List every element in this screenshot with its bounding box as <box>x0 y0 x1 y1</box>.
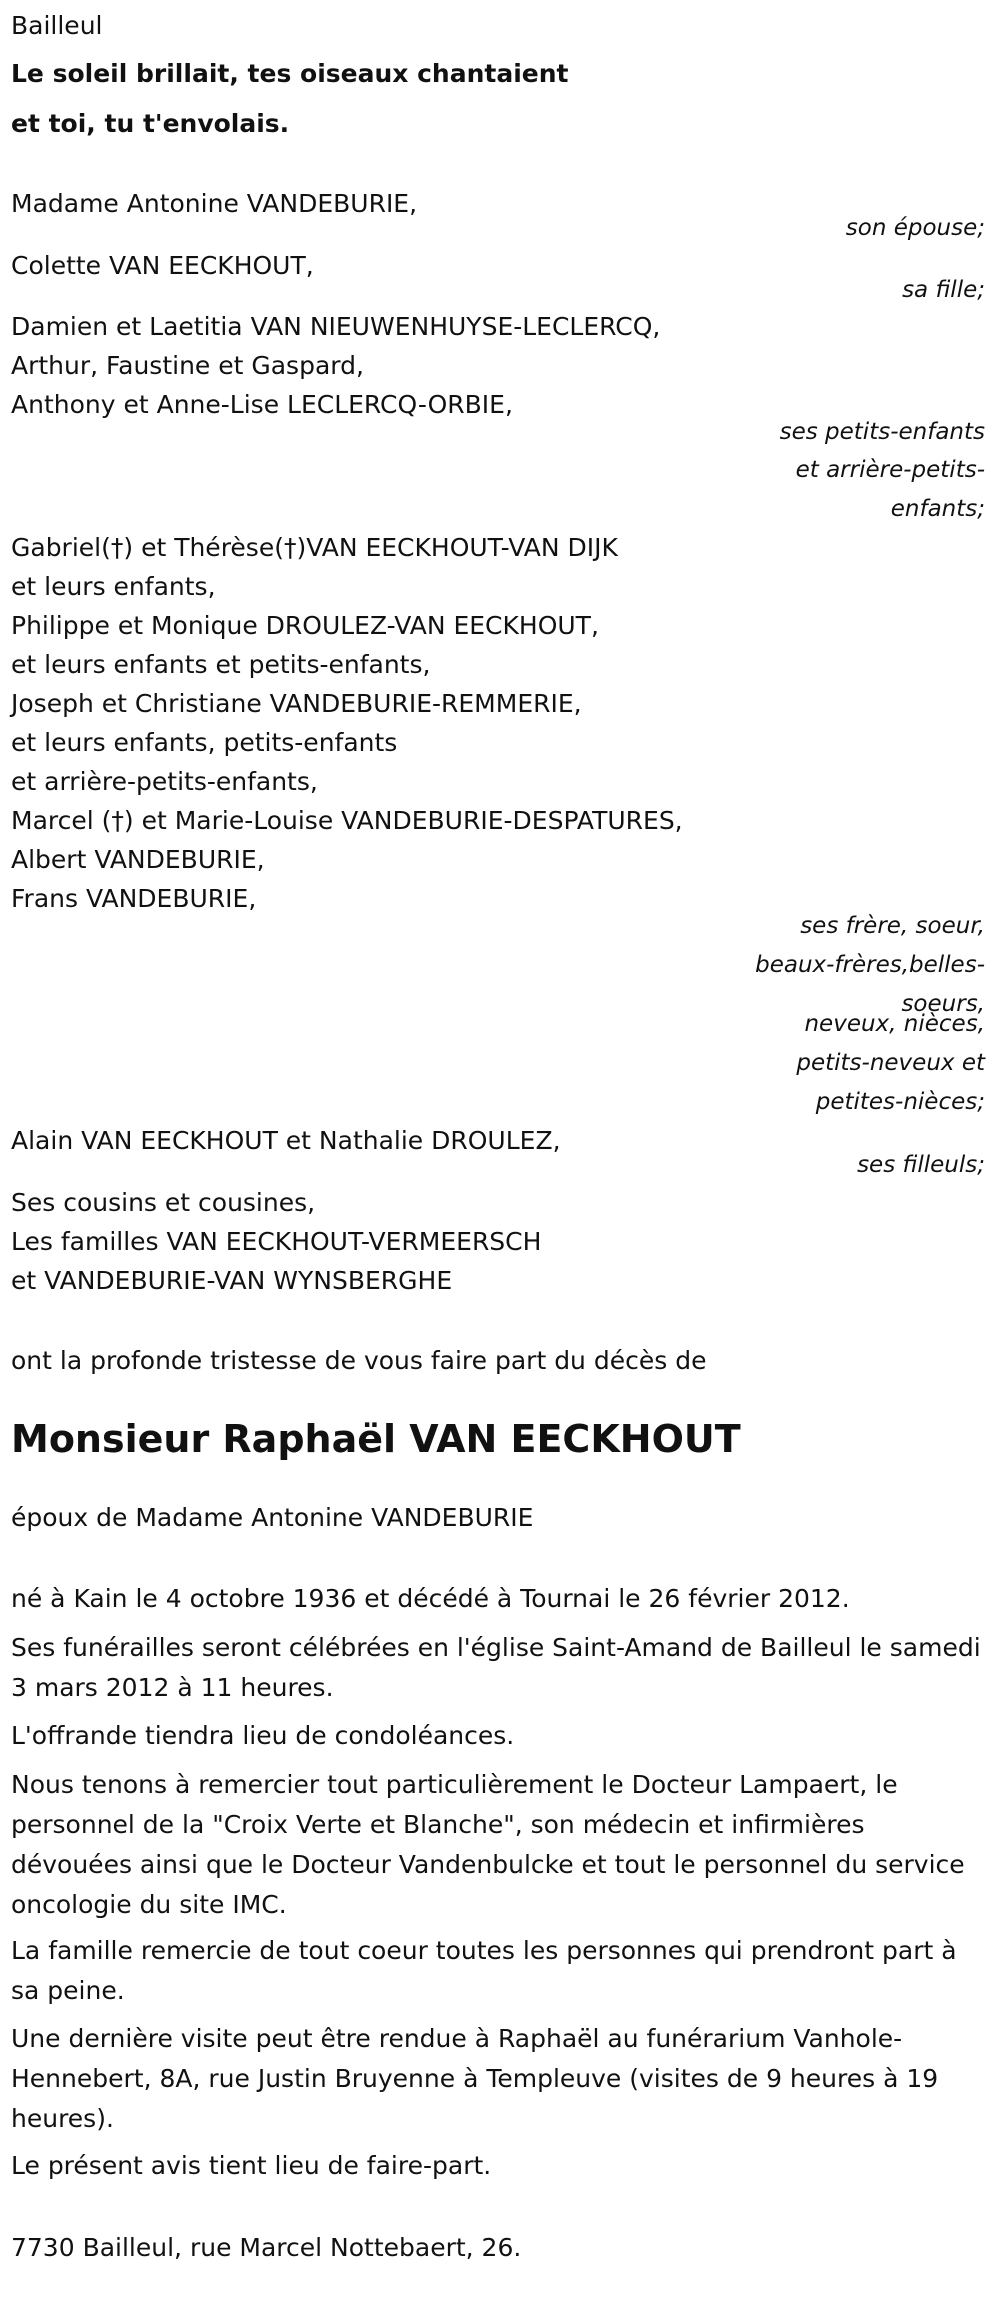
siblings-role-line: ses frère, soeur, <box>800 913 985 939</box>
godchildren-name: Alain VAN EECKHOUT et Nathalie DROULEZ, <box>11 1126 561 1155</box>
visit-paragraph: Une dernière visite peut être rendue à Raphaël au funérarium Vanhole-Hennebert, 8A, rue Justin Bruyenne à Templeuve (visites de 9 heures à 19 heures). <box>11 2024 939 2133</box>
daughter-name: Colette VAN EECKHOUT, <box>11 251 314 280</box>
siblings-line: et arrière-petits-enfants, <box>11 767 318 796</box>
nephews-role-line: neveux, nièces, <box>804 1011 985 1037</box>
siblings-line: Philippe et Monique DROULEZ-VAN EECKHOUT, <box>11 611 599 640</box>
birth-death-line: né à Kain le 4 octobre 1936 et décédé à Tournai le 26 février 2012. <box>11 1584 850 1613</box>
announcement-intro: ont la profonde tristesse de vous faire part du décès de <box>11 1346 707 1375</box>
grandchildren-role-line: et arrière-petits- <box>795 457 985 483</box>
nephews-role-line: petites-nièces; <box>815 1089 985 1115</box>
siblings-role-line: soeurs, <box>901 991 985 1017</box>
siblings-line: Marcel (†) et Marie-Louise VANDEBURIE-DESPATURES, <box>11 806 683 835</box>
siblings-line: et leurs enfants, <box>11 572 216 601</box>
grandchildren-line: Damien et Laetitia VAN NIEUWENHUYSE-LECLERCQ, <box>11 312 661 341</box>
notice-line: Le présent avis tient lieu de faire-part. <box>11 2151 492 2180</box>
siblings-line: Frans VANDEBURIE, <box>11 884 257 913</box>
address-line: 7730 Bailleul, rue Marcel Nottebaert, 26. <box>11 2233 522 2262</box>
deceased-name: Monsieur Raphaël VAN EECKHOUT <box>11 1417 741 1461</box>
siblings-role-line: beaux-frères,belles- <box>755 952 985 978</box>
town-name: Bailleul <box>11 11 103 40</box>
grandchildren-role-line: ses petits-enfants <box>779 419 985 445</box>
cousins-line: et VANDEBURIE-VAN WYNSBERGHE <box>11 1266 453 1295</box>
cousins-line: Les familles VAN EECKHOUT-VERMEERSCH <box>11 1227 542 1256</box>
godchildren-role: ses filleuls; <box>857 1152 985 1178</box>
siblings-line: Gabriel(†) et Thérèse(†)VAN EECKHOUT-VAN DIJK <box>11 533 618 562</box>
grandchildren-role-line: enfants; <box>890 496 985 522</box>
siblings-line: et leurs enfants, petits-enfants <box>11 728 398 757</box>
spouse-role: son épouse; <box>845 215 985 241</box>
quote-line-1: Le soleil brillait, tes oiseaux chantaient <box>11 59 569 88</box>
quote-line-2: et toi, tu t'envolais. <box>11 109 290 138</box>
cousins-line: Ses cousins et cousines, <box>11 1188 316 1217</box>
nephews-role-line: petits-neveux et <box>796 1050 985 1076</box>
spouse-name: Madame Antonine VANDEBURIE, <box>11 189 418 218</box>
spouse-of-line: époux de Madame Antonine VANDEBURIE <box>11 1503 534 1532</box>
thanks-doctors-paragraph: Nous tenons à remercier tout particulièrement le Docteur Lampaert, le personnel de la "Croix Verte et Blanche", son médecin et infirmières dévouées ainsi que le Docteur Vandenbulcke et tout le personnel du service oncologie du site IMC. <box>11 1770 965 1919</box>
funeral-paragraph: Ses funérailles seront célébrées en l'église Saint-Amand de Bailleul le samedi 3 mars 2012 à 11 heures. <box>11 1633 981 1702</box>
grandchildren-line: Anthony et Anne-Lise LECLERCQ-ORBIE, <box>11 390 513 419</box>
siblings-line: et leurs enfants et petits-enfants, <box>11 650 431 679</box>
daughter-role: sa fille; <box>902 277 985 303</box>
offering-line: L'offrande tiendra lieu de condoléances. <box>11 1721 515 1750</box>
thanks-family-paragraph: La famille remercie de tout coeur toutes les personnes qui prendront part à sa peine. <box>11 1936 957 2005</box>
siblings-line: Albert VANDEBURIE, <box>11 845 265 874</box>
siblings-line: Joseph et Christiane VANDEBURIE-REMMERIE, <box>11 689 582 718</box>
grandchildren-line: Arthur, Faustine et Gaspard, <box>11 351 364 380</box>
